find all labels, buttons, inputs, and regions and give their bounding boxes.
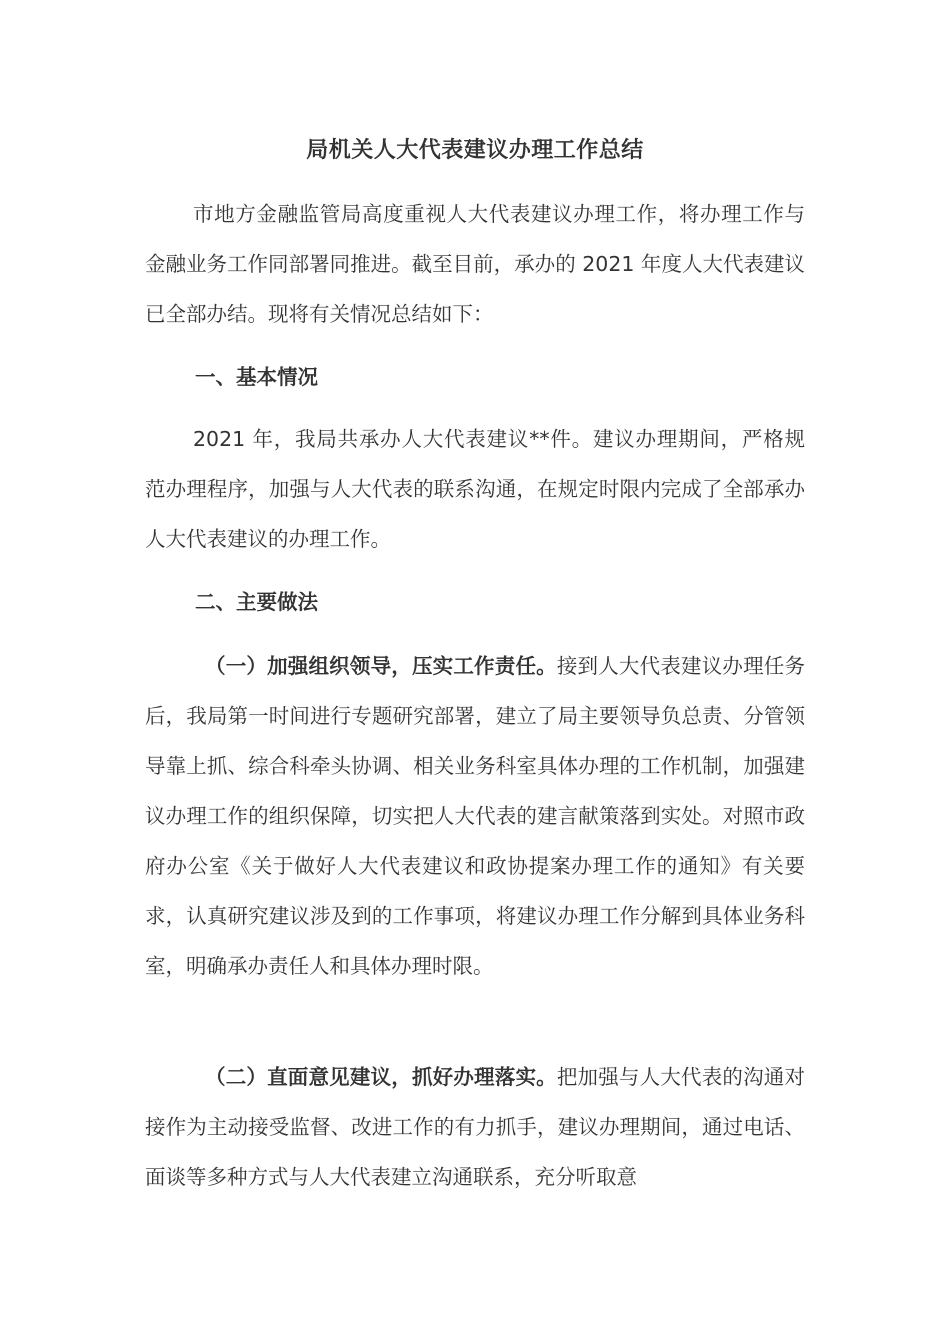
practice-item-2-lead: （二）直面意见建议，抓好办理落实。: [205, 1065, 557, 1089]
section-heading-main-practices: 二、主要做法: [195, 590, 318, 614]
practice-item-2-body: 把加强与人大代表的沟通对接作为主动接受监督、改进工作的有力抓手，建议办理期间，通过电话、面谈等多种方式与人大代表建立沟通联系，充分听取意: [145, 1065, 806, 1189]
intro-paragraph: 市地方金融监管局高度重视人大代表建议办理工作，将办理工作与金融业务工作同部署同推进。截至目前，承办的 2021 年度人大代表建议已全部办结。现将有关情况总结如下：: [145, 202, 805, 326]
practice-item-1-body: 接到人大代表建议办理任务后，我局第一时间进行专题研究部署，建立了局主要领导负总责、分管领导靠上抓、综合科牵头协调、相关业务科室具体办理的工作机制，加强建议办理工作的组织保障，切实把人大代表的建言献策落到实处。对照市政府办公室《关于做好人大代表建议和政协提案办理工作的通知》有关要求，认真研究建议涉及到的工作事项，将建议办理工作分解到具体业务科室，明确承办责任人和具体办理时限。: [145, 654, 806, 978]
section-heading-basic-situation: 一、基本情况: [195, 365, 318, 389]
document-title: 局机关人大代表建议办理工作总结: [306, 138, 644, 163]
basic-situation-paragraph: 2021 年，我局共承办人大代表建议**件。建议办理期间，严格规范办理程序，加强与人大代表的联系沟通，在规定时限内完成了全部承办人大代表建议的办理工作。: [145, 427, 805, 551]
practice-item-2-paragraph: [145, 1052, 805, 1202]
practice-item-1-paragraph: [145, 641, 805, 991]
practice-item-1-lead: （一）加强组织领导，压实工作责任。: [205, 654, 557, 678]
